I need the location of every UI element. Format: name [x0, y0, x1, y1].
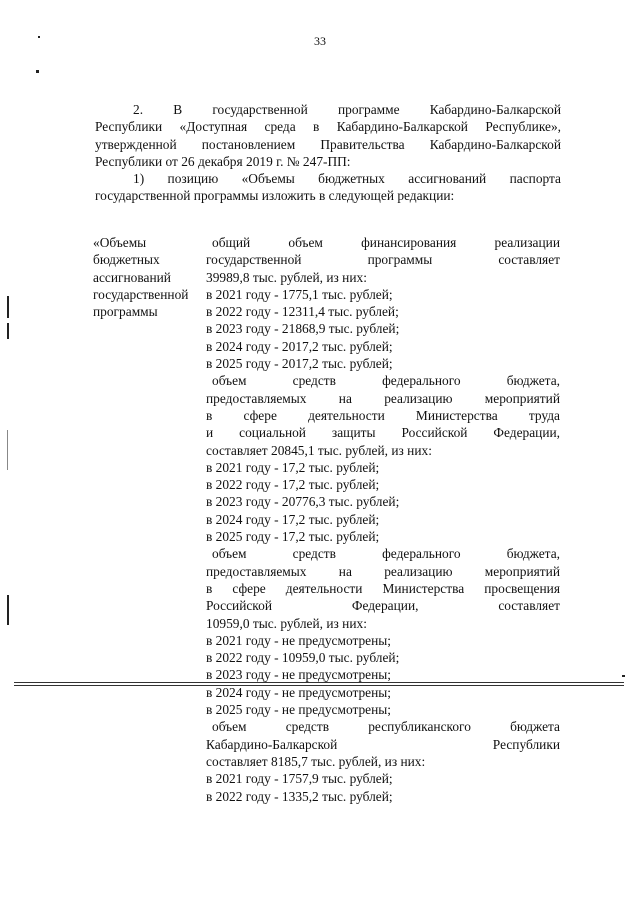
content-line: в 2024 году - 2017,2 тыс. рублей;	[206, 338, 393, 354]
content-line: в 2023 году - не предусмотрены;	[206, 667, 391, 683]
label-line: ассигнований	[93, 269, 171, 285]
intro-line: государственной программы изложить в следующей редакции:	[95, 188, 455, 204]
content-line: составляет 20845,1 тыс. рублей, из них:	[206, 442, 432, 458]
content-line: объем средств федерального бюджета,	[212, 546, 560, 562]
content-line: государственной программы составляет	[206, 252, 560, 268]
content-line: Кабардино-Балкарской Республики	[206, 736, 560, 752]
scan-mark	[7, 430, 8, 470]
page-number: 33	[314, 34, 326, 48]
content-line: в сфере деятельности Министерства просвещения	[206, 580, 560, 596]
content-line: в 2021 году - не предусмотрены;	[206, 632, 391, 648]
content-line: предоставляемых на реализацию мероприятий	[206, 563, 560, 579]
content-line: составляет 8185,7 тыс. рублей, из них:	[206, 753, 426, 769]
content-line: объем средств федерального бюджета,	[212, 373, 560, 389]
intro-line: 2. В государственной программе Кабардино-Балкарской	[133, 102, 561, 117]
content-line: 39989,8 тыс. рублей, из них:	[206, 269, 367, 285]
content-line: в 2022 году - 10959,0 тыс. рублей;	[206, 650, 400, 666]
content-line: общий объем финансирования реализации	[212, 235, 560, 250]
scan-mark	[7, 323, 9, 339]
content-line: в 2025 году - 17,2 тыс. рублей;	[206, 529, 380, 545]
label-line: «Объемы	[93, 235, 147, 250]
label-line: программы	[93, 304, 158, 320]
content-line: и социальной защиты Российской Федерации,	[206, 425, 560, 441]
intro-line: Республики «Доступная среда в Кабардино-Балкарской Республике»,	[95, 119, 561, 135]
page-break-line	[14, 682, 624, 683]
content-line: 10959,0 тыс. рублей, из них:	[206, 615, 367, 631]
content-line: Российской Федерации, составляет	[206, 598, 560, 614]
scan-dot	[622, 675, 625, 677]
scan-dot	[36, 70, 39, 73]
label-line: бюджетных	[93, 252, 160, 268]
content-line: в 2023 году - 21868,9 тыс. рублей;	[206, 321, 400, 337]
content-line: объем средств республиканского бюджета	[212, 719, 560, 735]
intro-line: утвержденной постановлением Правительства Кабардино-Балкарской	[95, 136, 561, 152]
position-label	[93, 234, 205, 320]
scan-mark	[7, 595, 9, 625]
intro-line: 1) позицию «Объемы бюджетных ассигнований паспорта	[133, 171, 561, 187]
content-line: в 2023 году - 20776,3 тыс. рублей;	[206, 494, 400, 510]
content-line: в 2021 году - 17,2 тыс. рублей;	[206, 459, 380, 475]
position-content	[206, 234, 560, 805]
content-line: в 2022 году - 1335,2 тыс. рублей;	[206, 788, 393, 804]
intro-line: Республики от 26 декабря 2019 г. № 247-ПП:	[95, 153, 351, 169]
content-line: в 2022 году - 17,2 тыс. рублей;	[206, 477, 380, 493]
content-line: в 2024 году - 17,2 тыс. рублей;	[206, 511, 380, 527]
content-line: предоставляемых на реализацию мероприятий	[206, 390, 560, 406]
scan-mark	[7, 296, 9, 318]
scan-dot	[38, 36, 40, 38]
intro-paragraph	[95, 101, 561, 205]
content-line: в 2025 году - не предусмотрены;	[206, 702, 391, 718]
content-line: в 2022 году - 12311,4 тыс. рублей;	[206, 304, 399, 320]
content-line: в сфере деятельности Министерства труда	[206, 407, 560, 423]
label-line: государственной	[93, 286, 189, 302]
content-line: в 2021 году - 1757,9 тыс. рублей;	[206, 771, 393, 787]
content-line: в 2025 году - 2017,2 тыс. рублей;	[206, 356, 393, 372]
page-break-line	[14, 685, 624, 686]
content-line: в 2021 году - 1775,1 тыс. рублей;	[206, 286, 393, 302]
content-line: в 2024 году - не предусмотрены;	[206, 684, 391, 700]
